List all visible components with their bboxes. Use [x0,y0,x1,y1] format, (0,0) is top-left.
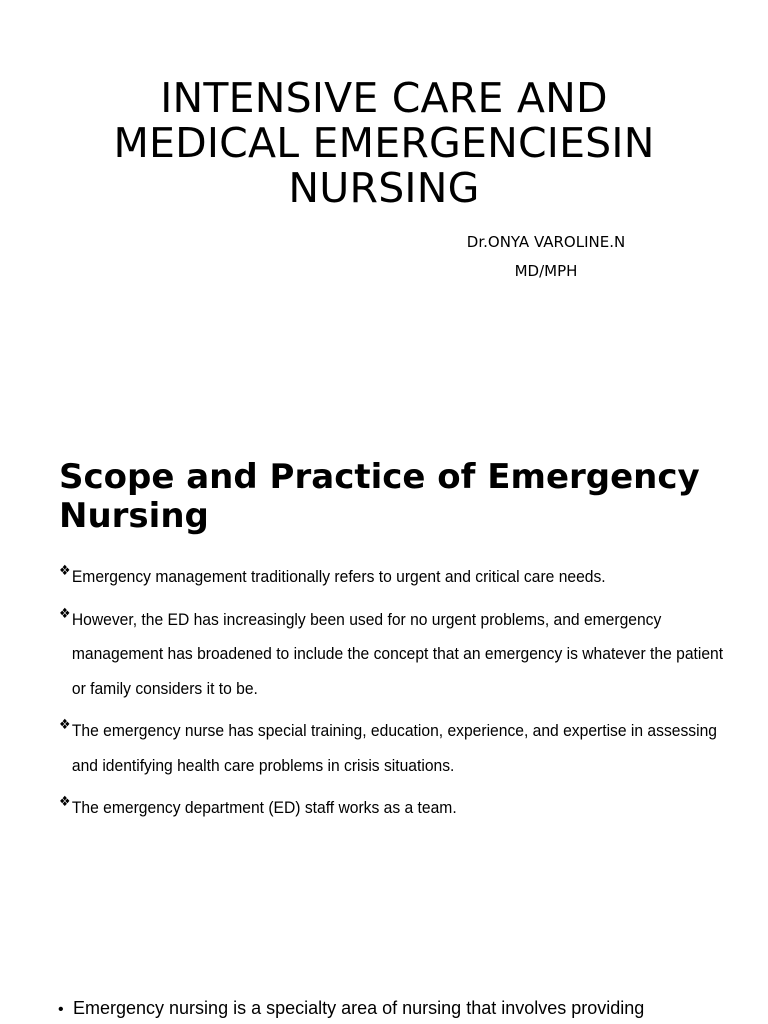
round-bullet-icon: • [58,1001,64,1018]
slide-3-bullet-text: Emergency nursing is a specialty area of nursing that involves providing [73,998,645,1018]
diamond-bullet-icon: ❖ [59,794,71,810]
author-name: Dr.ONYA VAROLINE.N [466,233,626,251]
bullet-text: However, the ED has increasingly been used for no urgent problems, and emergency management has broadened to include the concept that an emergency is whatever the patient or family considers it to be. [71,609,724,698]
bullet-list [59,560,724,834]
bullet-item [59,603,725,707]
bullet-item [59,714,725,783]
diamond-bullet-icon: ❖ [59,605,71,622]
section-title: Scope and Practice of Emergency Nursing [59,457,700,536]
bullet-text: The emergency department (ED) staff works as a team. [71,798,457,817]
bullet-text: Emergency management traditionally refers to urgent and critical care needs. [71,567,606,586]
diamond-bullet-icon: ❖ [59,563,71,579]
author-credentials: MD/MPH [514,262,578,280]
bullet-item [59,791,725,826]
slide-title [0,0,768,420]
slide-3-bullet-line [58,996,758,1022]
diamond-bullet-icon: ❖ [59,717,71,733]
bullet-item [59,560,725,595]
slide-scope-and-practice [0,420,768,980]
bullet-text: The emergency nurse has special training, education, experience, and expertise in assessing and identifying health care problems in crisis situations. [71,721,717,775]
slide-emergency-nursing-definition [0,980,768,1024]
presentation-title: INTENSIVE CARE AND MEDICAL EMERGENCIESIN NURSING [113,74,655,212]
author-block [449,228,643,286]
